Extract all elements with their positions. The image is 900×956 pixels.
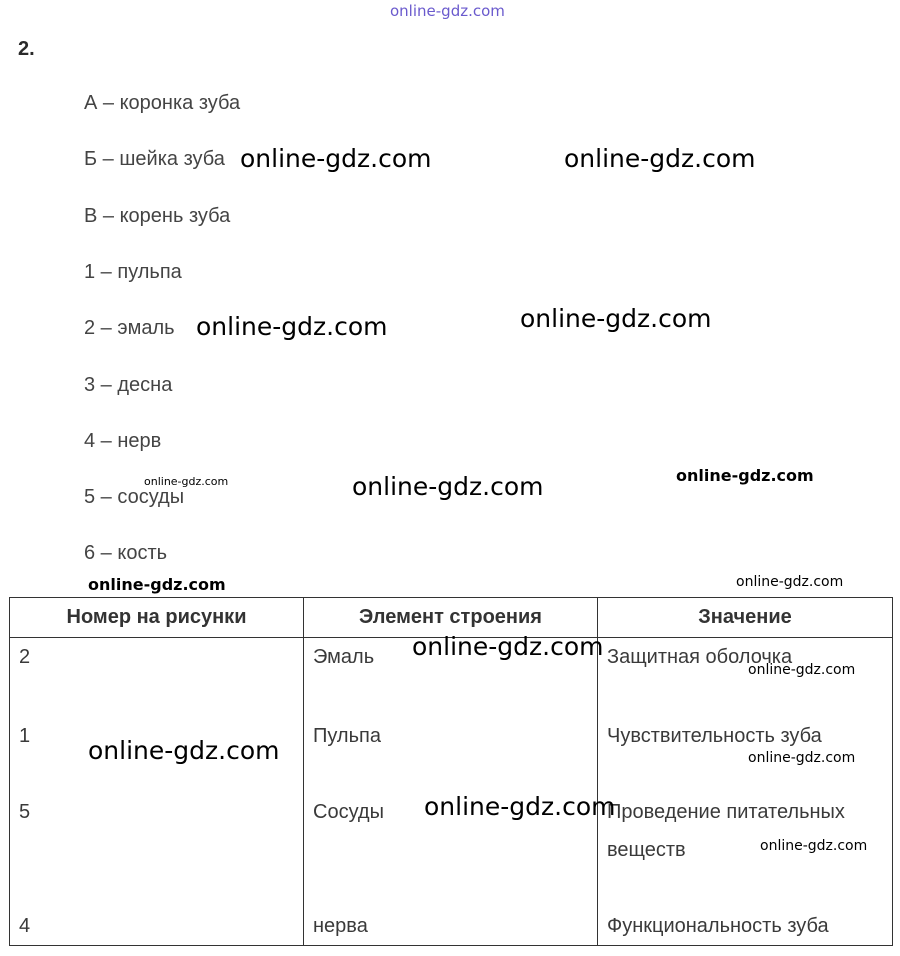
table-cell: Пульпа (304, 713, 598, 789)
list-item: 1 – пульпа (84, 261, 182, 283)
list-item: 4 – нерв (84, 430, 162, 452)
watermark: online-gdz.com (736, 574, 844, 590)
watermark: online-gdz.com (564, 144, 756, 173)
watermark: online-gdz.com (412, 632, 604, 661)
table-cell: Функциональность зуба (598, 903, 893, 946)
watermark: online-gdz.com (748, 662, 856, 678)
column-header: Номер на рисунки (10, 598, 304, 638)
watermark-top: online-gdz.com (390, 2, 505, 20)
list-item: 6 – кость (84, 542, 168, 564)
list-item: 2 – эмаль (84, 317, 175, 339)
column-header: Значение (598, 598, 893, 638)
list-item: 3 – десна (84, 374, 173, 396)
table-cell: 1 (10, 713, 304, 789)
watermark: online-gdz.com (144, 475, 229, 488)
table-cell: нерва (304, 903, 598, 946)
table-cell: Проведение питательных веществ (598, 789, 893, 903)
watermark: online-gdz.com (748, 750, 856, 766)
list-item: 5 – сосуды (84, 486, 185, 508)
watermark: online-gdz.com (240, 144, 432, 173)
watermark: online-gdz.com (520, 304, 712, 333)
watermark: online-gdz.com (352, 472, 544, 501)
table-cell: 2 (10, 638, 304, 714)
watermark: online-gdz.com (424, 792, 616, 821)
column-header: Элемент строения (304, 598, 598, 638)
task-number: 2. (18, 38, 35, 60)
watermark: online-gdz.com (760, 838, 868, 854)
list-item: Б – шейка зуба (84, 148, 225, 170)
watermark: online-gdz.com (196, 312, 388, 341)
table-cell: Эмаль (304, 638, 598, 714)
list-item: В – корень зуба (84, 205, 231, 227)
table-row (10, 903, 893, 946)
table-cell: 5 (10, 789, 304, 903)
table-cell: Чувствительность зуба (598, 713, 893, 789)
table-cell: 4 (10, 903, 304, 946)
watermark: online-gdz.com (88, 736, 280, 765)
list-item: А – коронка зуба (84, 92, 241, 114)
watermark: online-gdz.com (88, 575, 226, 594)
table-cell: Сосуды (304, 789, 598, 903)
table-cell: Защитная оболочка (598, 638, 893, 714)
watermark: online-gdz.com (676, 466, 814, 485)
